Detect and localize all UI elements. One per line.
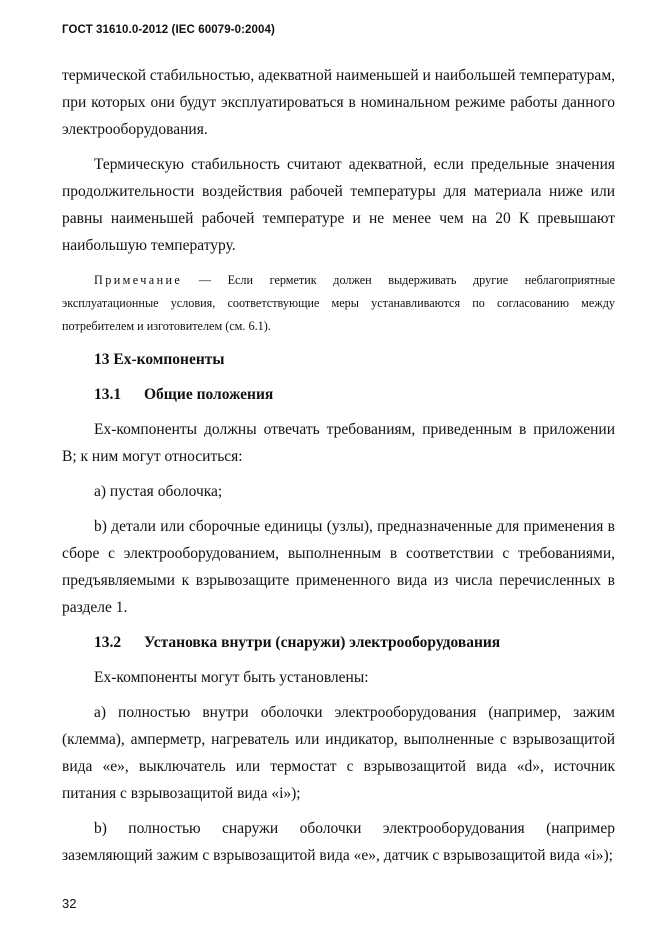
subsection-number: 13.1 xyxy=(94,386,122,403)
subsection-number: 13.2 xyxy=(94,634,122,651)
document-body xyxy=(62,62,615,869)
subsection-title: Установка внутри (снаружи) электрооборудования xyxy=(144,634,501,651)
note-label: Примечание xyxy=(94,273,183,287)
subsection-heading xyxy=(94,381,615,408)
subsection-heading xyxy=(94,629,615,656)
paragraph: Термическую стабильность считают адекватной, если предельные значения продолжительности воздействия рабочей температуры для материала ниже или равны наименьшей рабочей температуре и не менее чем на 20 К превышают наибольшую температуру. xyxy=(62,156,615,254)
note xyxy=(62,269,615,338)
page-number: 32 xyxy=(62,896,77,911)
subsection-title: Общие положения xyxy=(144,386,274,403)
paragraph: Ex-компоненты могут быть установлены: xyxy=(94,669,369,686)
document-header: ГОСТ 31610.0-2012 (IEC 60079-0:2004) xyxy=(62,24,275,36)
list-item: b) полностью снаружи оболочки электрооборудования (например заземляющий зажим с взрывозащитой вида «е», датчик с взрывозащитой вида «i»); xyxy=(62,820,615,864)
section-heading: 13 Ex-компоненты xyxy=(94,351,225,368)
paragraph: Ex-компоненты должны отвечать требованиям, приведенным в приложении B; к ним могут относиться: xyxy=(62,421,615,465)
list-item: a) пустая оболочка; xyxy=(94,483,223,500)
list-item: a) полностью внутри оболочки электрооборудования (например, зажим (клемма), амперметр, нагреватель или индикатор, выполненные с взрывозащитой вида «е», выключатель или термостат с взрывозащитой вида «d», источник питания с взрывозащитой вида «i»); xyxy=(62,704,615,802)
paragraph: термической стабильностью, адекватной наименьшей и наибольшей температурам, при которых они будут эксплуатироваться в номинальном режиме работы данного электрооборудования. xyxy=(62,67,615,138)
note-text: — Если герметик должен выдерживать другие неблагоприятные эксплуатационные условия, соответствующие меры устанавливаются по согласованию между потребителем и изготовителем (см. 6.1). xyxy=(62,273,615,333)
list-item: b) детали или сборочные единицы (узлы), предназначенные для применения в сборе с электрооборудованием, выполненным в соответствии с требованиями, предъявляемыми к взрывозащите примененного вида из числа перечисленных в разделе 1. xyxy=(62,518,615,616)
